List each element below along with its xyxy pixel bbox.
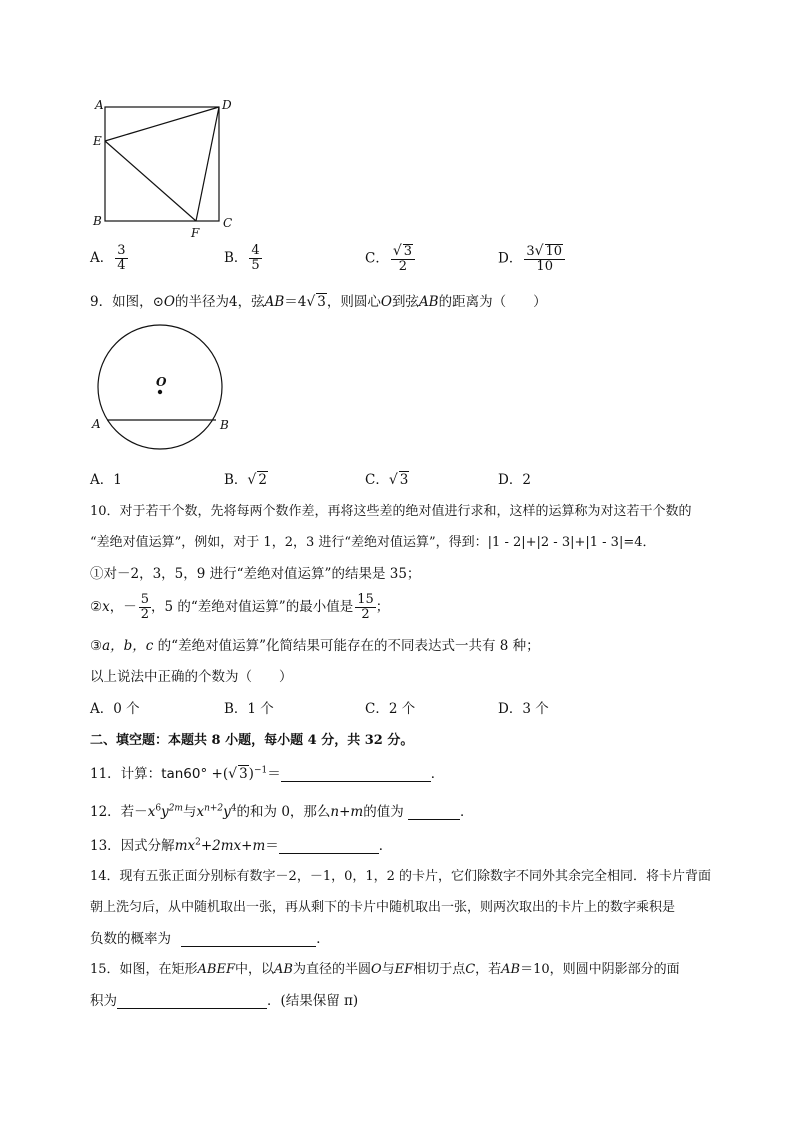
q10-option-b[interactable]: B．1 个: [224, 701, 274, 717]
vertex-label-f: F: [191, 226, 200, 240]
q9-option-a[interactable]: A．1: [90, 472, 122, 488]
q10-item-1: ①对－2，3，5，9 进行“差绝对值运算”的结果是 35；: [90, 566, 421, 582]
q13: 13．因式分解$mx^2+2mx+m=$ ．: [90, 837, 393, 854]
q13-answer-blank[interactable]: [279, 840, 379, 854]
q14-line-3: 负数的概率为 ．: [90, 931, 330, 947]
vertex-label-a: A: [95, 98, 104, 112]
q15-answer-blank[interactable]: [117, 995, 267, 1009]
vertex-label-c: C: [223, 216, 233, 230]
segment-df: [196, 107, 219, 221]
q8-option-b[interactable]: B． $\frac{4}{5}$: [224, 243, 260, 273]
q12-answer-blank[interactable]: [408, 806, 460, 820]
q10-item-3: ③a，b，c 的“差绝对值运算”化简结果可能存在的不同表达式一共有 8 种；: [90, 638, 540, 654]
q10-option-c[interactable]: C．2 个: [365, 701, 416, 717]
circle-label-a: A: [92, 417, 101, 431]
q9-stem: 9．如图，⊙O的半径为4，弦AB＝4√ 3，则圆心O到弦AB的距离为（ ）: [90, 294, 547, 310]
q14-answer-blank[interactable]: [181, 933, 316, 947]
q11-answer-blank[interactable]: [281, 768, 431, 782]
q9-option-b[interactable]: B．√ 2: [224, 472, 267, 488]
q8-option-d[interactable]: D． $\frac{3√ 10}{10}$: [498, 244, 565, 274]
q9-option-c[interactable]: C．√ 3: [365, 472, 409, 488]
q12: 12．若$-x^6y^{2m}$与$x^{n+2}y^4$的和为 0，那么n+m的值为 ．: [90, 803, 474, 820]
center-point: [158, 390, 162, 394]
q11: 11．计算：tan60° +(√ 3)$^{-1}$＝ ．: [90, 765, 445, 782]
vertex-label-d: D: [222, 98, 232, 112]
q10-item-2: ②x，－ $\frac{5}{2}$ ，5 的“差绝对值运算”的最小值是 $\frac{15}{2}$ ；: [90, 592, 390, 622]
q14-line-1: 14．现有五张正面分别标有数字－2，－1，0，1，2 的卡片，它们除数字不同外其余完全相同．将卡片背面: [90, 869, 712, 884]
q15-line-1: 15．如图，在矩形ABEF中，以AB为直径的半圆O与EF相切于点C，若AB＝10，则圆中阴影部分的面: [90, 962, 680, 977]
q9-option-d[interactable]: D．2: [498, 472, 531, 488]
q8-option-a[interactable]: A． $\frac{3}{4}$: [90, 243, 126, 273]
circle-label-o: O: [156, 375, 167, 389]
q10-line-1: 10．对于若干个数，先将每两个数作差，再将这些差的绝对值进行求和，这样的运算称为对这若干个数的: [90, 504, 692, 519]
q10-option-a[interactable]: A．0 个: [90, 701, 140, 717]
q10-question: 以上说法中正确的个数为（ ）: [90, 669, 293, 685]
vertex-label-e: E: [93, 134, 102, 148]
q14-line-2: 朝上洗匀后，从中随机取出一张，再从剩下的卡片中随机取出一张，则两次取出的卡片上的数字乘积是: [90, 900, 676, 915]
q10-option-d[interactable]: D．3 个: [498, 701, 549, 717]
segment-ed: [105, 107, 219, 141]
circle-label-b: B: [220, 418, 229, 432]
q10-line-2: “差绝对值运算”，例如，对于 1，2，3 进行“差绝对值运算”，得到：|1 - 2|+|2 - 3|+|1 - 3|=4．: [90, 535, 656, 550]
q8-option-c[interactable]: C． $\frac{√ 3}{2}$: [365, 244, 415, 274]
vertex-label-b: B: [93, 214, 102, 228]
segment-ef: [105, 141, 196, 221]
q15-line-2: 积为 ．(结果保留 π): [90, 993, 359, 1009]
section-heading: 二、填空题：本题共 8 小题，每小题 4 分，共 32 分。: [90, 733, 414, 748]
